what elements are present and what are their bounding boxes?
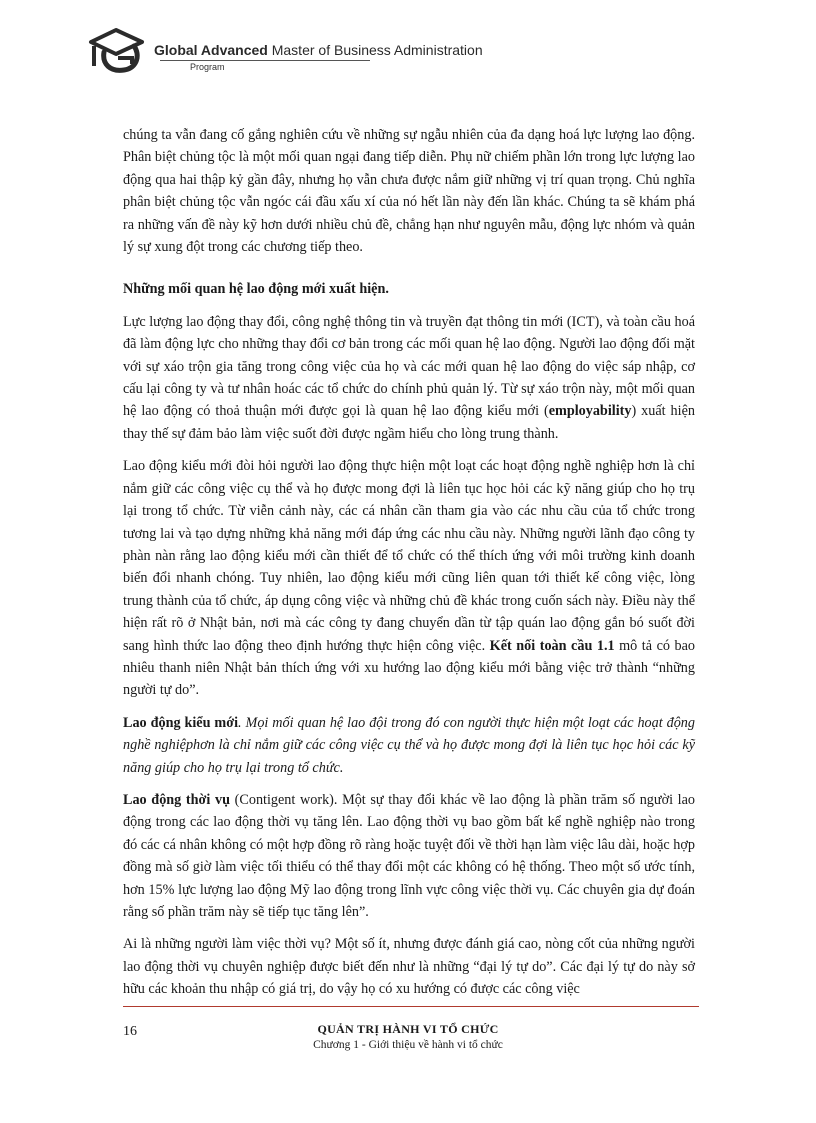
text-run: ) xuất hiện thay thế sự đảm bảo làm việc suốt đời được ngầm hiểu cho lòng trung thành. [123, 403, 695, 442]
brand-bold: Global Advanced [154, 42, 268, 58]
page-body [123, 124, 695, 1011]
definition-term: Lao động kiểu mới [123, 714, 239, 731]
global-link-ref: Kết nối toàn cầu 1.1 [489, 637, 615, 654]
text-run: Lao động kiểu mới đòi hỏi người lao động thực hiện một loạt các hoạt động nghề nghiệp hơn là chỉ nắm giữ các công việc cụ thể và họ được mong đợi là liên tục học hỏi các kỹ năng giúp cho họ trụ lại trong tổ chức. Từ viễn cảnh này, các cá nhân cần tham gia vào các nhu cầu của tổ chức trong tương lai và tạo dựng những khả năng mới đáp ứng các nhu cầu này. Những người lãnh đạo công ty phàn nàn rằng lao động kiểu mới cần thiết để tổ chức có thể thích ứng với môi trường kinh doanh biến đổi nhanh chóng. Tuy nhiên, lao động kiểu mới cũng liên quan tới thiết kế công việc, lòng trung thành của tổ chức, áp dụng công việc và những chủ đề khác trong cuốn sách này. Điều này thể hiện rất rõ ở Nhật bản, nơi mà các công ty đang chuyển dần từ tập quán lao động gắn bó suốt đời sang hình thức lao động theo định hướng thực hiện công việc. [123, 458, 695, 654]
paragraph-new-work [123, 455, 695, 701]
paragraph-relations [123, 311, 695, 445]
term-employability: employability [548, 403, 632, 420]
graduation-cap-logo-icon [88, 24, 148, 74]
page-number: 16 [123, 1024, 137, 1039]
program-label: Program [190, 62, 225, 72]
header-divider [160, 60, 370, 61]
definition-new-work [123, 712, 695, 779]
text-run: mô tả có bao nhiêu thanh niên Nhật bản thích ứng với xu hướng lao động kiểu mới bằng việc trở thành “những người tự do”. [123, 637, 695, 699]
paragraph-intro: chúng ta vẫn đang cố gắng nghiên cứu về những sự ngẫu nhiên của đa dạng hoá lực lượng lao động. Phân biệt chủng tộc là một mối quan ngại đang tiếp diễn. Phụ nữ chiếm phần lớn trong lực lượng lao động qua hai thập kỷ gần đây, nhưng họ vẫn chưa được nắm giữ những vị trí quan trọng. Chủ nghĩa phân biệt chủng tộc vẫn ngóc cái đầu xấu xí của nó hết lần này đến lần khác. Chúng ta sẽ khám phá ra những vấn đề này kỹ hơn dưới nhiều chủ đề, chẳng hạn như nguyên mẫu, động lực nhóm và quản lý sự xung đột trong các chương tiếp theo. [123, 127, 695, 256]
section-heading: Những mối quan hệ lao động mới xuất hiện. [123, 281, 389, 298]
brand-rest: Master of Business Administration [267, 42, 483, 58]
text-run: (Contigent work). Một sự thay đổi khác về lao động là phần trăm số người lao động trong các lao động thời vụ tăng lên. Lao động thời vụ bao gồm bất kể nghề nghiệp nào trong đó các cá nhân không có một hợp đồng rõ ràng hoặc tuyệt đối về thời hạn làm việc lâu dài, hoặc hợp đồng mà số giờ làm việc tối thiểu có thể thay đổi một các không có hệ thống. Theo một số ước tính, hơn 15% lực lượng lao động Mỹ lao động trong lĩnh vực công việc thời vụ. Các chuyên gia dự đoán rằng số phần trăm này sẽ tiếp tục tăng lên”. [123, 791, 696, 920]
definition-text: . Mọi mối quan hệ lao đội trong đó con người thực hiện một loạt các hoạt động nghề nghiệphơn là chỉ nắm giữ các công việc cụ thể và họ được mong đợi là liên tục học hỏi các kỹ năng giúp cho họ trụ lại trong tổ chức. [123, 714, 695, 776]
contingent-term: Lao động thời vụ [123, 791, 230, 808]
footer-book-title: QUẢN TRỊ HÀNH VI TỔ CHỨC [317, 1022, 499, 1036]
footer-divider [123, 1006, 699, 1007]
footer-chapter-title: Chương 1 - Giới thiệu về hành vi tổ chức [313, 1039, 503, 1051]
brand-title [154, 42, 483, 58]
text-run: Lực lượng lao động thay đổi, công nghệ thông tin và truyền đạt thông tin mới (ICT), và toàn cầu hoá đã làm động lực cho những thay đổi cơ bản trong các mối quan hệ lao động. Người lao động đối mặt với sự xáo trộn gia tăng trong công việc của họ và các mới quan hệ lao động do việc sáp nhập, cơ cấu lại công ty và tư nhân hoác các tổ chức do chính phủ quản lý. Từ sự xáo trộn này, một mối quan hệ lao động có thoả thuận mới được gọi là quan hệ lao động kiểu mới ( [123, 313, 695, 420]
paragraph-contingent [123, 789, 695, 923]
paragraph-free-agents: Ai là những người làm việc thời vụ? Một số ít, nhưng được đánh giá cao, nòng cốt của những người lao động thời vụ chuyên nghiệp được biết đến như là những “đại lý tự do”. Các đại lý tự do này sở hữu các khoản thu nhập có giá trị, do vậy họ có xu hướng có được các công việc [123, 936, 695, 998]
